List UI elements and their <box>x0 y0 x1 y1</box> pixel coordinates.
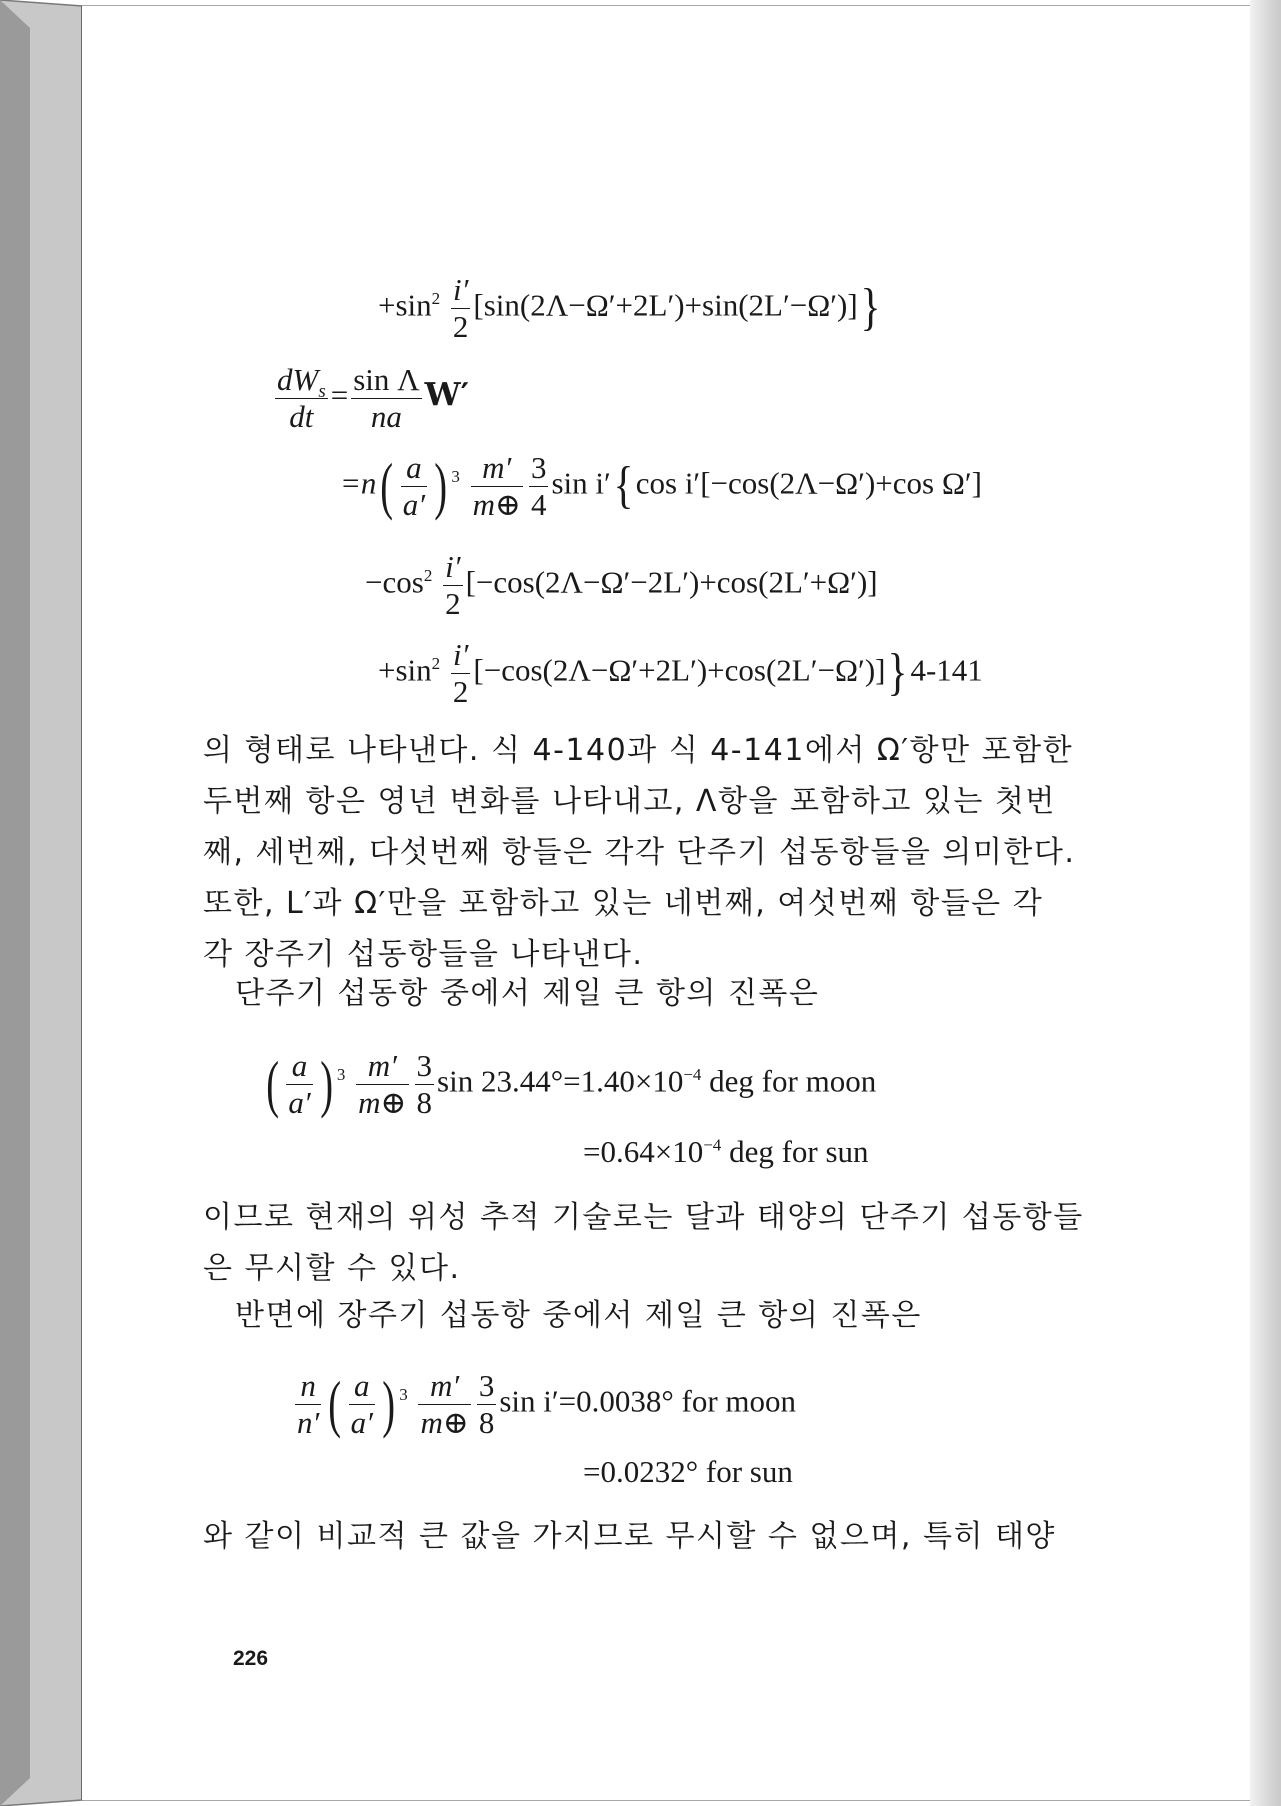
eq5-body: [−cos(2Λ−Ω′+2L′)+cos(2L′−Ω′)] <box>473 652 886 688</box>
power: 3 <box>399 1384 408 1404</box>
equation-number: 4-141 <box>910 652 983 688</box>
eq1-frac-num: i′ <box>451 272 471 309</box>
eq1-body: [sin(2Λ−Ω′+2L′)+sin(2L′−Ω′)] <box>473 287 858 323</box>
eq2-rhs-num: sin Λ <box>353 362 420 397</box>
page-edge-shadow <box>1250 0 1281 1806</box>
eq3-body: sin i′ <box>551 465 611 501</box>
paragraph-3-line-1: 이므로 현재의 위성 추적 기술로는 달과 태양의 단주기 섭동항들 <box>203 1200 1084 1235</box>
eq2-rhs-den: na <box>370 398 402 434</box>
eq5-prefix: +sin <box>378 652 432 688</box>
equation-long-period-sun: =0.0232° for sun <box>583 1454 793 1489</box>
eq2-equals: = <box>330 377 349 413</box>
page-number: 226 <box>233 1647 269 1670</box>
equation-line-5 <box>378 637 983 709</box>
left-brace: { <box>613 457 634 515</box>
mass-ratio: $\frac{m'}{m\oplus}$ <box>420 1368 469 1440</box>
eq3-mass-ratio: $\frac{m'}{m\oplus}$ <box>472 450 521 522</box>
equation-line-3 <box>340 450 982 522</box>
equation-short-period-sun: $=0.64\times 10^{-4}$ deg for sun <box>583 1134 869 1169</box>
short-body: sin 23.44°=1.40×10 <box>437 1063 684 1099</box>
left-paren: ( <box>380 450 394 522</box>
eq5-power: 2 <box>431 653 441 673</box>
short-exponent: −4 <box>683 1064 702 1084</box>
eq4-fraction: $\frac{i'}{2}$ <box>445 549 461 621</box>
eq3-coef: $\frac{3}{4}$ <box>530 450 547 522</box>
eq4-power: 2 <box>423 565 433 585</box>
paragraph-4: 반면에 장주기 섭동항 중에서 제일 큰 항의 진폭은 <box>235 1298 922 1333</box>
ratio: $\frac{a}{a'}$ <box>288 1048 311 1120</box>
eq2-rhs-fraction <box>351 362 421 434</box>
right-brace: } <box>860 279 881 337</box>
power: 3 <box>336 1064 346 1084</box>
left-paren: ( <box>266 1048 280 1120</box>
paragraph-2: 단주기 섭동항 중에서 제일 큰 항의 진폭은 <box>235 976 820 1011</box>
eq2-lhs-fraction <box>275 362 328 434</box>
paragraph-1-line-2: 두번째 항은 영년 변화를 나타내고, Λ항을 포함하고 있는 첫번 <box>203 784 1056 819</box>
a-ratio: $\frac{a}{a'}$ <box>350 1368 373 1440</box>
right-paren: ) <box>319 1048 333 1120</box>
paragraph-1-line-4: 또한, L′과 Ω′만을 포함하고 있는 네번째, 여섯번째 항들은 각 <box>203 886 1044 921</box>
equation-line-1 <box>378 272 883 344</box>
eq4-prefix: −cos <box>365 564 424 600</box>
right-paren: ) <box>382 1368 395 1440</box>
equation-line-2 <box>272 362 469 434</box>
eq4-body: [−cos(2Λ−Ω′−2L′)+cos(2L′+Ω′)] <box>465 564 878 600</box>
eq2-lhs-den: dt <box>289 398 314 434</box>
paragraph-1-line-1: 의 형태로 나타낸다. 식 4-140과 식 4-141에서 Ω′항만 포함한 <box>203 733 1074 768</box>
long-body: sin i′=0.0038° for moon <box>499 1383 797 1419</box>
paragraph-3-line-2: 은 무시할 수 있다. <box>203 1251 461 1286</box>
eq2-w-symbol: W′ <box>424 375 469 414</box>
eq3-ratio: $\frac{a}{a'}$ <box>402 450 426 522</box>
equation-line-4 <box>365 549 878 621</box>
paragraph-1-line-5: 각 장주기 섭동항들을 나타낸다. <box>203 937 644 972</box>
equation-short-period <box>262 1048 876 1120</box>
paragraph-5: 와 같이 비교적 큰 값을 가지므로 무시할 수 없으며, 특히 태양 <box>203 1519 1056 1554</box>
eq1-frac-den: 2 <box>452 308 469 344</box>
equation-long-period <box>292 1368 796 1440</box>
eq5-fraction: $\frac{i'}{2}$ <box>452 637 469 709</box>
coef: $\frac{3}{8}$ <box>478 1368 495 1440</box>
left-paren: ( <box>328 1368 342 1440</box>
eq1-fraction <box>451 272 471 344</box>
n-ratio: $\frac{n}{n'}$ <box>297 1368 320 1440</box>
mass-ratio: $\frac{m'}{m\oplus}$ <box>358 1048 407 1120</box>
paragraph-1-line-3: 째, 세번째, 다섯번째 항들은 각각 단주기 섭동항들을 의미한다. <box>203 835 1076 870</box>
coef: $\frac{3}{8}$ <box>416 1048 433 1120</box>
short-tail: deg for moon <box>701 1063 877 1099</box>
eq1-power: 2 <box>431 288 441 308</box>
eq1-prefix: +sin <box>378 287 432 323</box>
eq3-lead: =n <box>340 465 377 501</box>
eq3-power: 3 <box>451 466 460 486</box>
right-brace: } <box>887 644 908 702</box>
eq3-body-2: cos i′[−cos(2Λ−Ω′)+cos Ω′] <box>635 465 982 501</box>
eq2-lhs-num: $dW_s$ <box>277 362 326 403</box>
right-paren: ) <box>434 450 448 522</box>
